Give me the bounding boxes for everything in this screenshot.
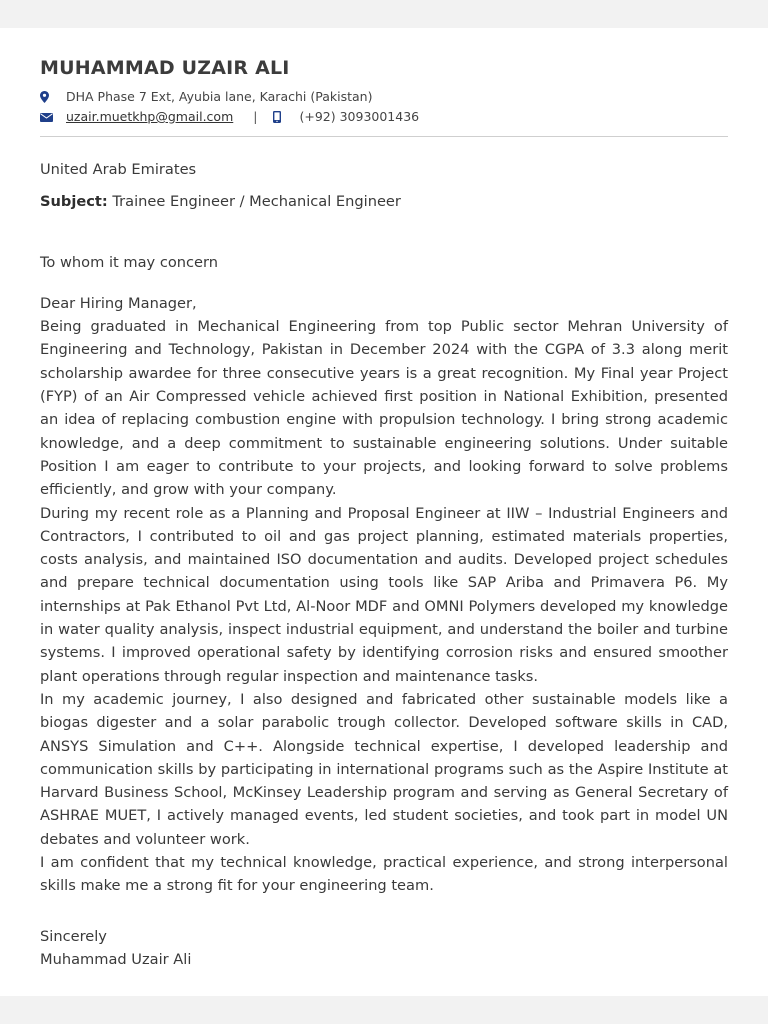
subject-label: Subject: xyxy=(40,193,108,211)
recipient-line: United Arab Emirates xyxy=(40,161,197,178)
header-divider xyxy=(40,136,728,137)
signature-name: Muhammad Uzair Ali xyxy=(40,950,192,968)
mobile-phone-icon xyxy=(273,107,299,127)
envelope-icon xyxy=(40,107,66,127)
address-row xyxy=(40,87,728,107)
body-paragraph-4: I am confident that my technical knowledge, practical experience, and strong interpersonal skills make me a strong fit for your engineering team. xyxy=(40,854,728,895)
contact-separator: | xyxy=(253,109,258,124)
body-paragraph-3: In my academic journey, I also designed and fabricated other sustainable models like a biogas digester and a solar parabolic trough collector. Developed software skills in CAD, ANSYS Simulation and C++. Alongside technical expertise, I developed leadership and communication skills by participating in international programs such as the Aspire Institute at Harvard Business School, McKinsey Leadership program and serving as General Secretary of ASHRAE MUET, I actively managed events, led student societies, and took part in model UN debates and volunteer work. xyxy=(40,690,728,848)
body-paragraph-2: During my recent role as a Planning and Proposal Engineer at IIW – Industrial Engineers and Contractors, I contributed to oil and gas project planning, estimated materials properties, costs analysis, and maintained ISO documentation and audits. Developed project schedules and prepare technical documentation using tools like SAP Ariba and Primavera P6. My internships at Pak Ethanol Pvt Ltd, Al-Noor MDF and OMNI Polymers developed my knowledge in water quality analysis, inspect industrial equipment, and understand the boiler and turbine systems. I improved operational safety by identifying corrosion risks and ensured smoother plant operations through regular inspection and maintenance tasks. xyxy=(40,504,728,685)
subject-text: Trainee Engineer / Mechanical Engineer xyxy=(107,193,401,211)
email-phone-row xyxy=(40,107,728,127)
applicant-name: MUHAMMAD UZAIR ALI xyxy=(40,57,290,79)
subject-line xyxy=(40,190,728,213)
closing-line: Sincerely xyxy=(40,927,107,945)
body-paragraph-1: Being graduated in Mechanical Engineering from top Public sector Mehran University of Engineering and Technology, Pakistan in December 2024 with the CGPA of 3.3 along merit scholarship awardee for three consecutive years is a great recognition. My Final year Project (FYP) of an Air Compressed vehicle achieved first position in National Exhibition, presented an idea of replacing combustion engine with propulsion technology. I bring strong academic knowledge, and a deep commitment to sustainable engineering solutions. Under suitable Position I am eager to contribute to your projects, and looking forward to solve problems efficiently, and grow with your company. xyxy=(40,318,728,499)
map-pin-icon xyxy=(40,87,66,107)
email-link[interactable]: uzair.muetkhp@gmail.com xyxy=(66,109,234,124)
salutation: Dear Hiring Manager, xyxy=(40,294,197,312)
address-text: DHA Phase 7 Ext, Ayubia lane, Karachi (Pakistan) xyxy=(66,89,373,104)
concern-line: To whom it may concern xyxy=(40,253,219,271)
phone-text: (+92) 3093001436 xyxy=(299,109,420,124)
letter-page xyxy=(0,28,768,996)
